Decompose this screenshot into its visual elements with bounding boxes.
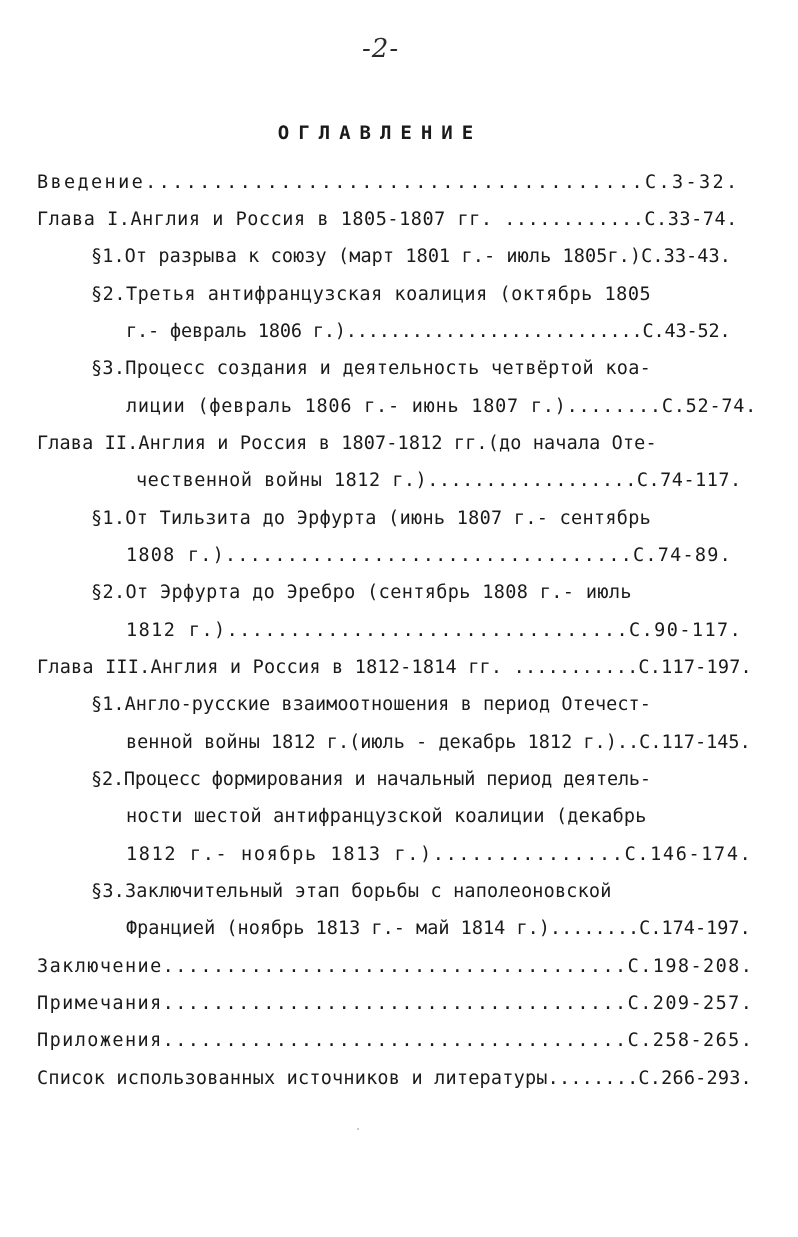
toc-section-2-1-cont: 1808 г.).................................С.74-89. [126, 545, 732, 566]
toc-entry-notes: Примечания.....................................С.209-257. [37, 993, 754, 1014]
page-title: ОГЛАВЛЕНИЕ [277, 122, 483, 144]
toc-entry-appendices: Приложения.....................................С.258-265. [37, 1030, 754, 1051]
toc-section-2-1: §1.От Тильзита до Эрфурта (июнь 1807 г.- сентябрь [91, 508, 652, 529]
toc-section-3-1-cont: венной войны 1812 г.(июль - декабрь 1812 г.)..С.117-145. [126, 732, 751, 753]
toc-chapter-3: Глава III.Англия и Россия в 1812-1814 гг. ...........С.117-197. [37, 657, 752, 678]
toc-section-1-3: §3.Процесс создания и деятельность четвёртой коа- [91, 358, 652, 379]
toc-section-3-2-cont: ности шестой антифранцузской коалиции (декабрь [126, 806, 647, 827]
toc-section-2-2-cont: 1812 г.)................................С.90-117. [126, 620, 743, 641]
toc-section-3-2-cont-2: 1812 г.- ноябрь 1813 г.)...............С.146-174. [126, 844, 753, 865]
toc-chapter-1: Глава I.Англия и Россия в 1805-1807 гг. ............С.33-74. [37, 209, 738, 230]
scan-speck [357, 1128, 359, 1130]
toc-entry-introduction: Введение.....................................С.3-32. [37, 172, 740, 193]
toc-section-3-3-cont: Францией (ноябрь 1813 г.- май 1814 г.)........С.174-197. [126, 918, 751, 939]
toc-section-1-2: §2.Третья антифранцузская коалиция (октябрь 1805 [91, 284, 652, 305]
toc-entry-conclusion: Заключение.....................................С.198-208. [37, 956, 754, 977]
toc-section-1-3-cont: лиции (февраль 1806 г.- июнь 1807 г.)........С.52-74. [126, 396, 758, 417]
toc-section-3-1: §1.Англо-русские взаимоотношения в период Отечест- [91, 694, 651, 715]
toc-chapter-2-cont: чественной войны 1812 г.)..................С.74-117. [136, 470, 742, 491]
toc-section-1-1: §1.От разрыва к союзу (март 1801 г.- июль 1805г.)С.33-43. [91, 246, 731, 267]
toc-section-3-2: §2.Процесс формирования и начальный период деятель- [91, 769, 651, 790]
page-number: -2- [362, 34, 400, 64]
toc-chapter-2: Глава II.Англия и Россия в 1807-1812 гг.(до начала Оте- [37, 433, 657, 454]
toc-entry-bibliography: Список использованных источников и литературы........С.266-293. [37, 1068, 752, 1089]
toc-section-1-2-cont: г.- февраль 1806 г.)...........................С.43-52. [126, 321, 731, 342]
toc-section-2-2: §2.От Эрфурта до Эребро (сентябрь 1808 г.- июль [91, 582, 632, 603]
toc-section-3-3: §3.Заключительный этап борьбы с наполеоновской [91, 881, 612, 902]
